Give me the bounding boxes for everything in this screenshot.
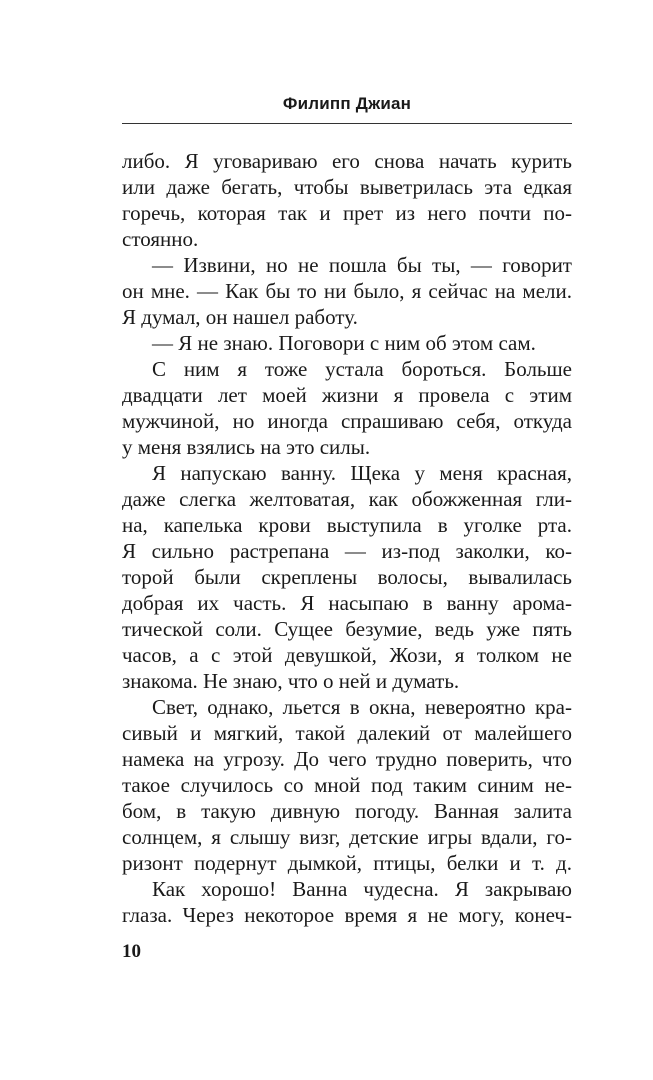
text-line: знакома. Не знаю, что о ней и думать. [122, 669, 460, 693]
text-line: часов, а с этой девушкой, Жози, я толком не [122, 643, 572, 667]
text-line: тической соли. Сущее безумие, ведь уже пять [122, 617, 572, 641]
text-line: С ним я тоже устала бороться. Больше [152, 357, 572, 381]
text-line: ризонт подернут дымкой, птицы, белки и т. д. [122, 851, 572, 875]
text-line: бом, в такую дивную погоду. Ванная залита [122, 799, 572, 823]
body-text [122, 148, 572, 928]
text-line: Я думал, он нашел работу. [122, 305, 358, 329]
text-line: глаза. Через некоторое время я не могу, конеч- [122, 903, 572, 927]
text-line: мужчиной, но иногда спрашиваю себя, откуда [122, 409, 572, 433]
text-line: — Извини, но не пошла бы ты, — говорит [152, 253, 572, 277]
text-line: солнцем, я слышу визг, детские игры вдали, го- [122, 825, 572, 849]
text-line: у меня взялись на это силы. [122, 435, 371, 459]
paragraph [122, 252, 572, 330]
text-line: добрая их часть. Я насыпаю в ванну арома- [122, 591, 572, 615]
running-head: Филипп Джиан [282, 94, 412, 113]
paragraph [122, 694, 572, 876]
text-line: Я сильно растрепана — из-под заколки, ко- [122, 539, 572, 563]
text-line: намека на угрозу. До чего трудно поверить, что [122, 747, 572, 771]
paragraph [122, 876, 572, 928]
text-line: стоянно. [122, 227, 199, 251]
page-number: 10 [122, 941, 141, 962]
text-line: Свет, однако, льется в окна, невероятно кра- [152, 695, 572, 719]
text-line: либо. Я уговариваю его снова начать курить [122, 149, 572, 173]
paragraph [122, 460, 572, 694]
text-line: даже слегка желтоватая, как обожженная гли- [122, 487, 572, 511]
text-line: двадцати лет моей жизни я провела с этим [122, 383, 572, 407]
text-line: — Я не знаю. Поговори с ним об этом сам. [152, 331, 536, 355]
paragraph [122, 148, 572, 252]
text-line: торой были скреплены волосы, вывалилась [122, 565, 572, 589]
text-line: Я напускаю ванну. Щека у меня красная, [152, 461, 572, 485]
text-line: он мне. — Как бы то ни было, я сейчас на мели. [122, 279, 572, 303]
text-line: или даже бегать, чтобы выветрилась эта едкая [122, 175, 572, 199]
text-line: горечь, которая так и прет из него почти по- [122, 201, 572, 225]
paragraph [122, 356, 572, 460]
text-line: сивый и мягкий, такой далекий от малейшего [122, 721, 572, 745]
header-rule [122, 123, 572, 124]
text-line: на, капелька крови выступила в уголке рта. [122, 513, 572, 537]
paragraph [122, 330, 572, 356]
text-line: Как хорошо! Ванна чудесна. Я закрываю [152, 877, 572, 901]
text-line: такое случилось со мной под таким синим не- [122, 773, 572, 797]
